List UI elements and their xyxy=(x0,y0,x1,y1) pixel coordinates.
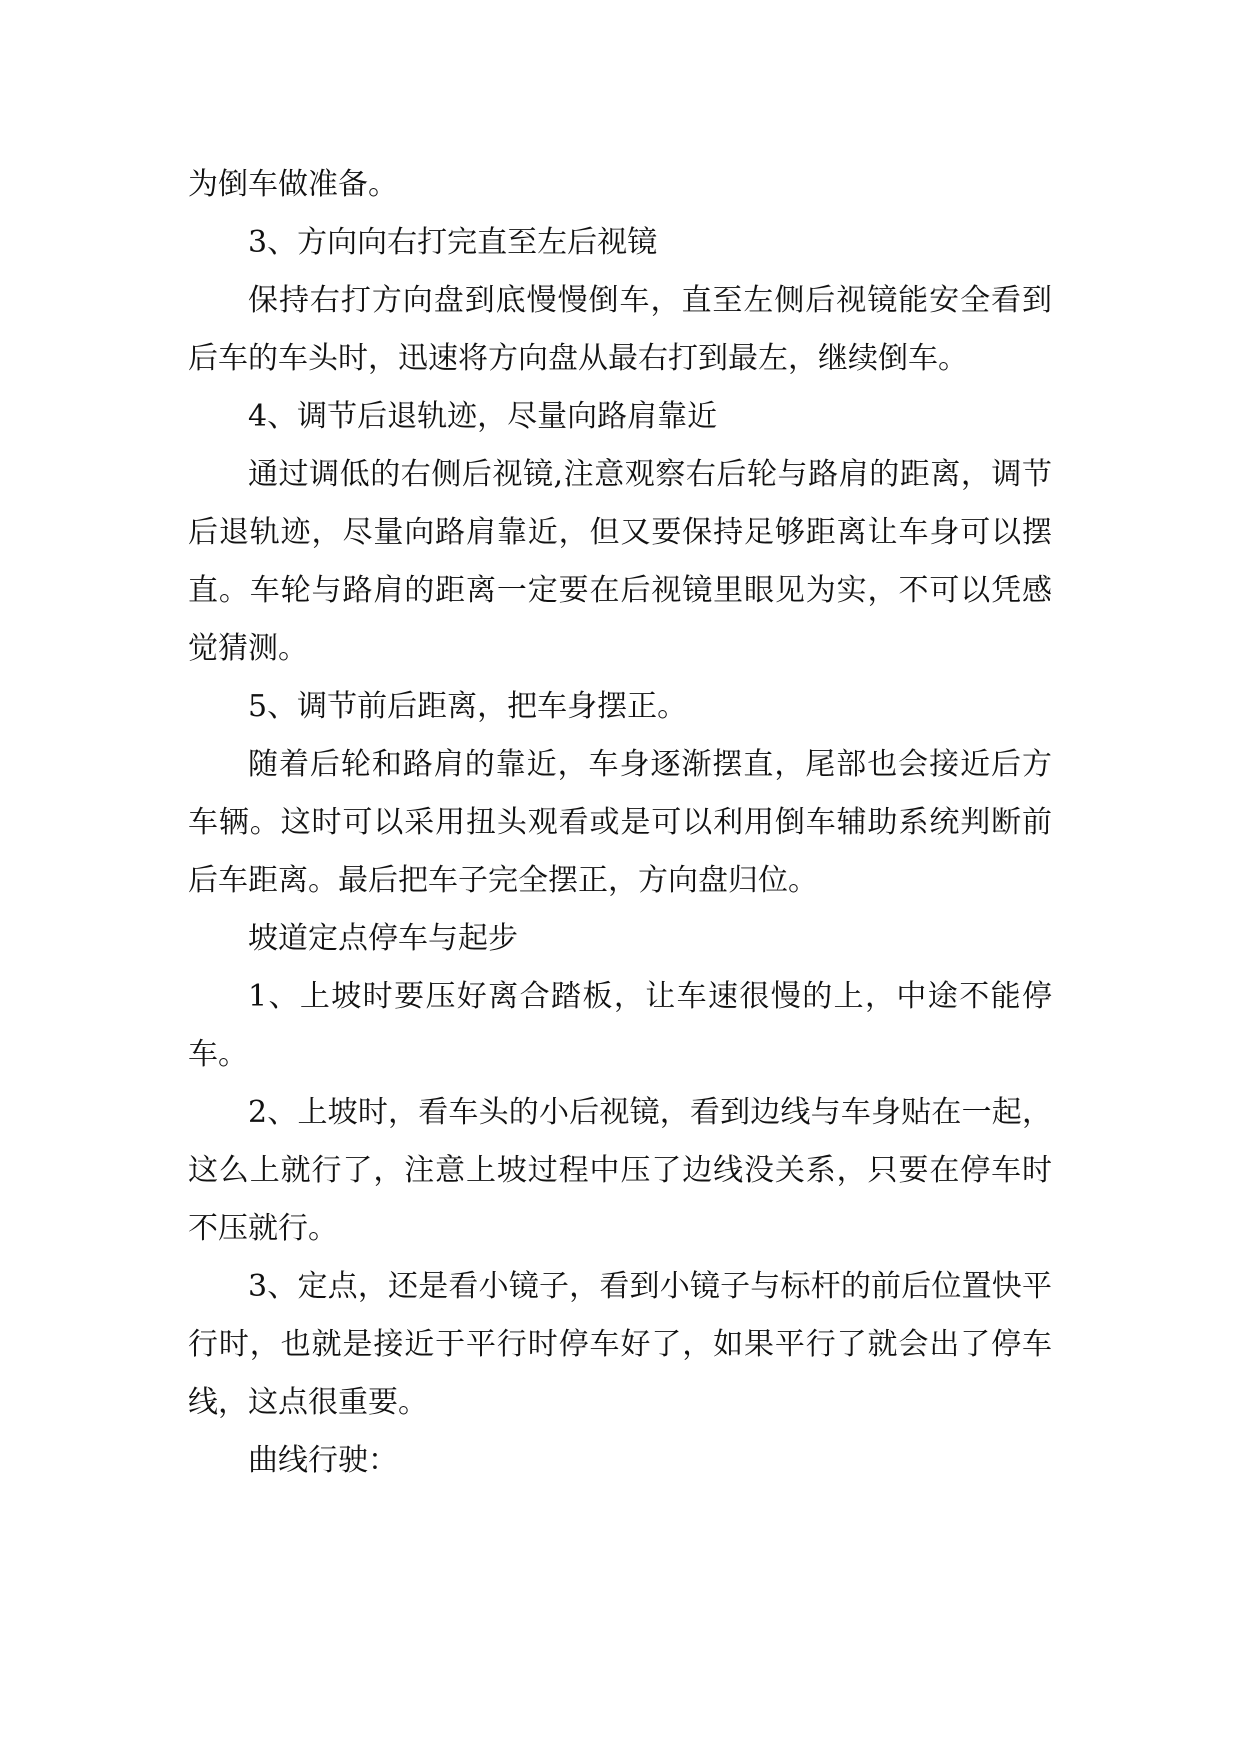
paragraph: 为倒车做准备。 xyxy=(188,167,398,202)
section-title: 坡道定点停车与起步 xyxy=(248,921,518,956)
paragraph: 2、上坡时，看车头的小后视镜，看到边线与车身贴在一起，这么上就行了，注意上坡过程中压了边线没关系，只要在停车时不压就行。 xyxy=(188,1095,1052,1246)
document-body xyxy=(188,156,1052,1490)
paragraph: 3、定点，还是看小镜子，看到小镜子与标杆的前后位置快平行时，也就是接近于平行时停车好了，如果平行了就会出了停车线，这点很重要。 xyxy=(188,1269,1052,1420)
section-heading: 5、调节前后距离，把车身摆正。 xyxy=(248,689,688,724)
paragraph: 通过调低的右侧后视镜,注意观察右后轮与路肩的距离，调节后退轨迹，尽量向路肩靠近，但又要保持足够距离让车身可以摆直。车轮与路肩的距离一定要在后视镜里眼见为实，不可以凭感觉猜测。 xyxy=(188,457,1052,666)
section-heading: 4、调节后退轨迹，尽量向路肩靠近 xyxy=(248,399,718,434)
section-heading: 3、方向向右打完直至左后视镜 xyxy=(248,225,658,260)
section-title: 曲线行驶： xyxy=(248,1443,398,1478)
paragraph: 保持右打方向盘到底慢慢倒车，直至左侧后视镜能安全看到后车的车头时，迅速将方向盘从最右打到最左，继续倒车。 xyxy=(188,283,1052,376)
paragraph: 随着后轮和路肩的靠近，车身逐渐摆直，尾部也会接近后方车辆。这时可以采用扭头观看或是可以利用倒车辅助系统判断前后车距离。最后把车子完全摆正，方向盘归位。 xyxy=(188,747,1052,898)
paragraph: 1、上坡时要压好离合踏板，让车速很慢的上，中途不能停车。 xyxy=(188,979,1052,1072)
